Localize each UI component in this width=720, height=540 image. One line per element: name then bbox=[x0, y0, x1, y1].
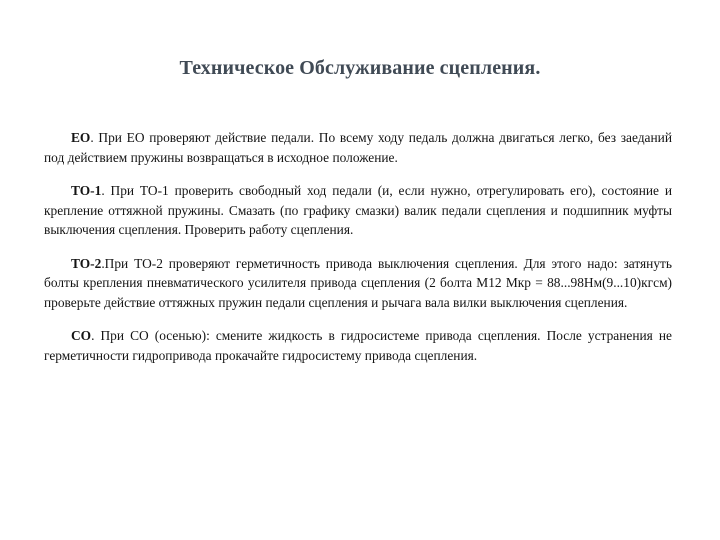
paragraph-lead: СО bbox=[71, 328, 92, 343]
paragraph-text: . При ТО-1 проверить свободный ход педали (и, если нужно, отрегулировать его), состояние и крепление оттяжной пружины. Смазать (по графику смазки) валик педали сцепления и подшипник муфты выключения сцепления. Проверить работу сцепления. bbox=[44, 183, 672, 237]
paragraph-text: . При СО (осенью): смените жидкость в гидросистеме привода сцепления. После устранения не герметичности гидропривода прокачайте гидросистему привода сцепления. bbox=[44, 328, 672, 363]
paragraph-lead: ЕО bbox=[71, 130, 91, 145]
paragraph-lead: ТО-2 bbox=[71, 255, 102, 271]
paragraph-lead: ТО-1 bbox=[71, 183, 102, 198]
slide-body bbox=[44, 128, 672, 379]
paragraph-so bbox=[44, 326, 672, 365]
paragraph-text: .При ТО-2 проверяют герметичность привода выключения сцепления. Для этого надо: затянуть болты крепления пневматического усилителя привода сцепления (2 болта М12 Мкр = 88...98Нм(9...10)кгсм) проверьте действие оттяжных пружин педали сцепления и рычага вала вилки выключения сцепления. bbox=[44, 255, 672, 310]
slide-title: Техническое Обслуживание сцепления. bbox=[179, 57, 541, 79]
paragraph-to1 bbox=[44, 181, 672, 240]
paragraph-eo bbox=[44, 128, 672, 167]
paragraph-to2 bbox=[44, 254, 672, 313]
paragraph-text: . При ЕО проверяют действие педали. По всему ходу педаль должна двигаться легко, без заеданий под действием пружины возвращаться в исходное положение. bbox=[44, 130, 672, 165]
